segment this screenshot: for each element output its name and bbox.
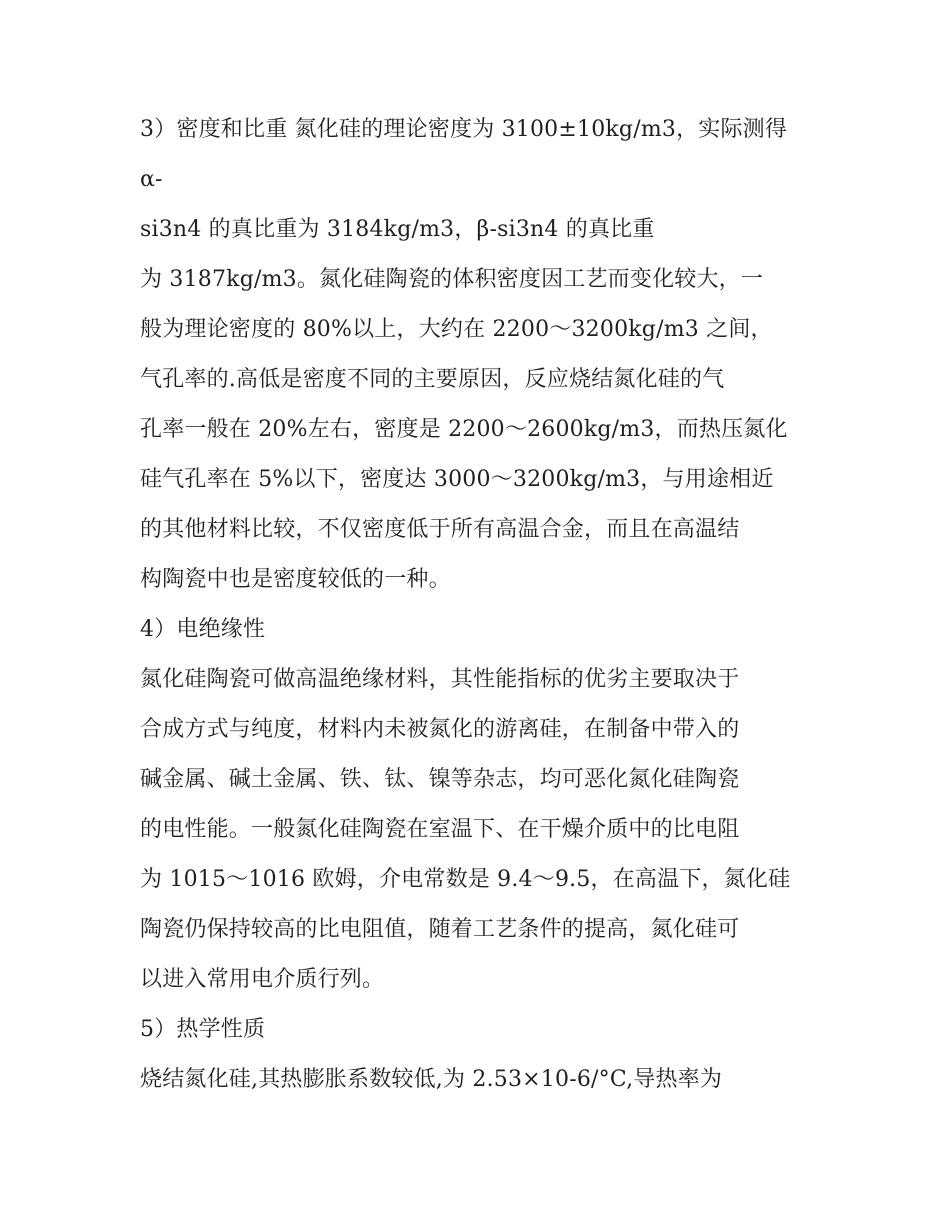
text-line: si3n4 的真比重为 3184kg/m3，β-si3n4 的真比重 bbox=[140, 217, 655, 242]
text-line: 氮化硅陶瓷可做高温绝缘材料，其性能指标的优劣主要取决于 bbox=[140, 667, 740, 692]
text-line: 构陶瓷中也是密度较低的一种。 bbox=[140, 567, 451, 592]
text-line: 以进入常用电介质行列。 bbox=[140, 967, 385, 992]
text-line: 般为理论密度的 80%以上，大约在 2200～3200kg/m3 之间， bbox=[140, 317, 773, 342]
text-line: 的其他材料比较，不仅密度低于所有高温合金，而且在高温结 bbox=[140, 517, 740, 542]
text-line: 烧结氮化硅,其热膨胀系数较低,为 2.53×10-6/°C,导热率为 bbox=[140, 1067, 723, 1092]
text-line: 3）密度和比重 氮化硅的理论密度为 3100±10kg/m3，实际测得 bbox=[140, 117, 788, 142]
text-line: 为 1015～1016 欧姆，介电常数是 9.4～9.5，在高温下，氮化硅 bbox=[140, 867, 791, 892]
section-heading: 4）电绝缘性 bbox=[140, 617, 266, 642]
section-heading: 5）热学性质 bbox=[140, 1017, 266, 1042]
text-line: 孔率一般在 20%左右，密度是 2200～2600kg/m3，而热压氮化 bbox=[140, 417, 788, 442]
text-line: 气孔率的.高低是密度不同的主要原因，反应烧结氮化硅的气 bbox=[140, 367, 725, 392]
text-line: 硅气孔率在 5%以下，密度达 3000～3200kg/m3，与用途相近 bbox=[140, 467, 774, 492]
text-line: 碱金属、碱土金属、铁、钛、镍等杂志，均可恶化氮化硅陶瓷 bbox=[140, 767, 740, 792]
text-line: 的电性能。一般氮化硅陶瓷在室温下、在干燥介质中的比电阻 bbox=[140, 817, 740, 842]
text-line: 合成方式与纯度，材料内未被氮化的游离硅，在制备中带入的 bbox=[140, 717, 740, 742]
text-line: 陶瓷仍保持较高的比电阻值，随着工艺条件的提高，氮化硅可 bbox=[140, 917, 740, 942]
document-body bbox=[140, 105, 820, 1105]
text-line: 为 3187kg/m3。氮化硅陶瓷的体积密度因工艺而变化较大，一 bbox=[140, 267, 764, 292]
text-line: α- bbox=[140, 167, 163, 192]
